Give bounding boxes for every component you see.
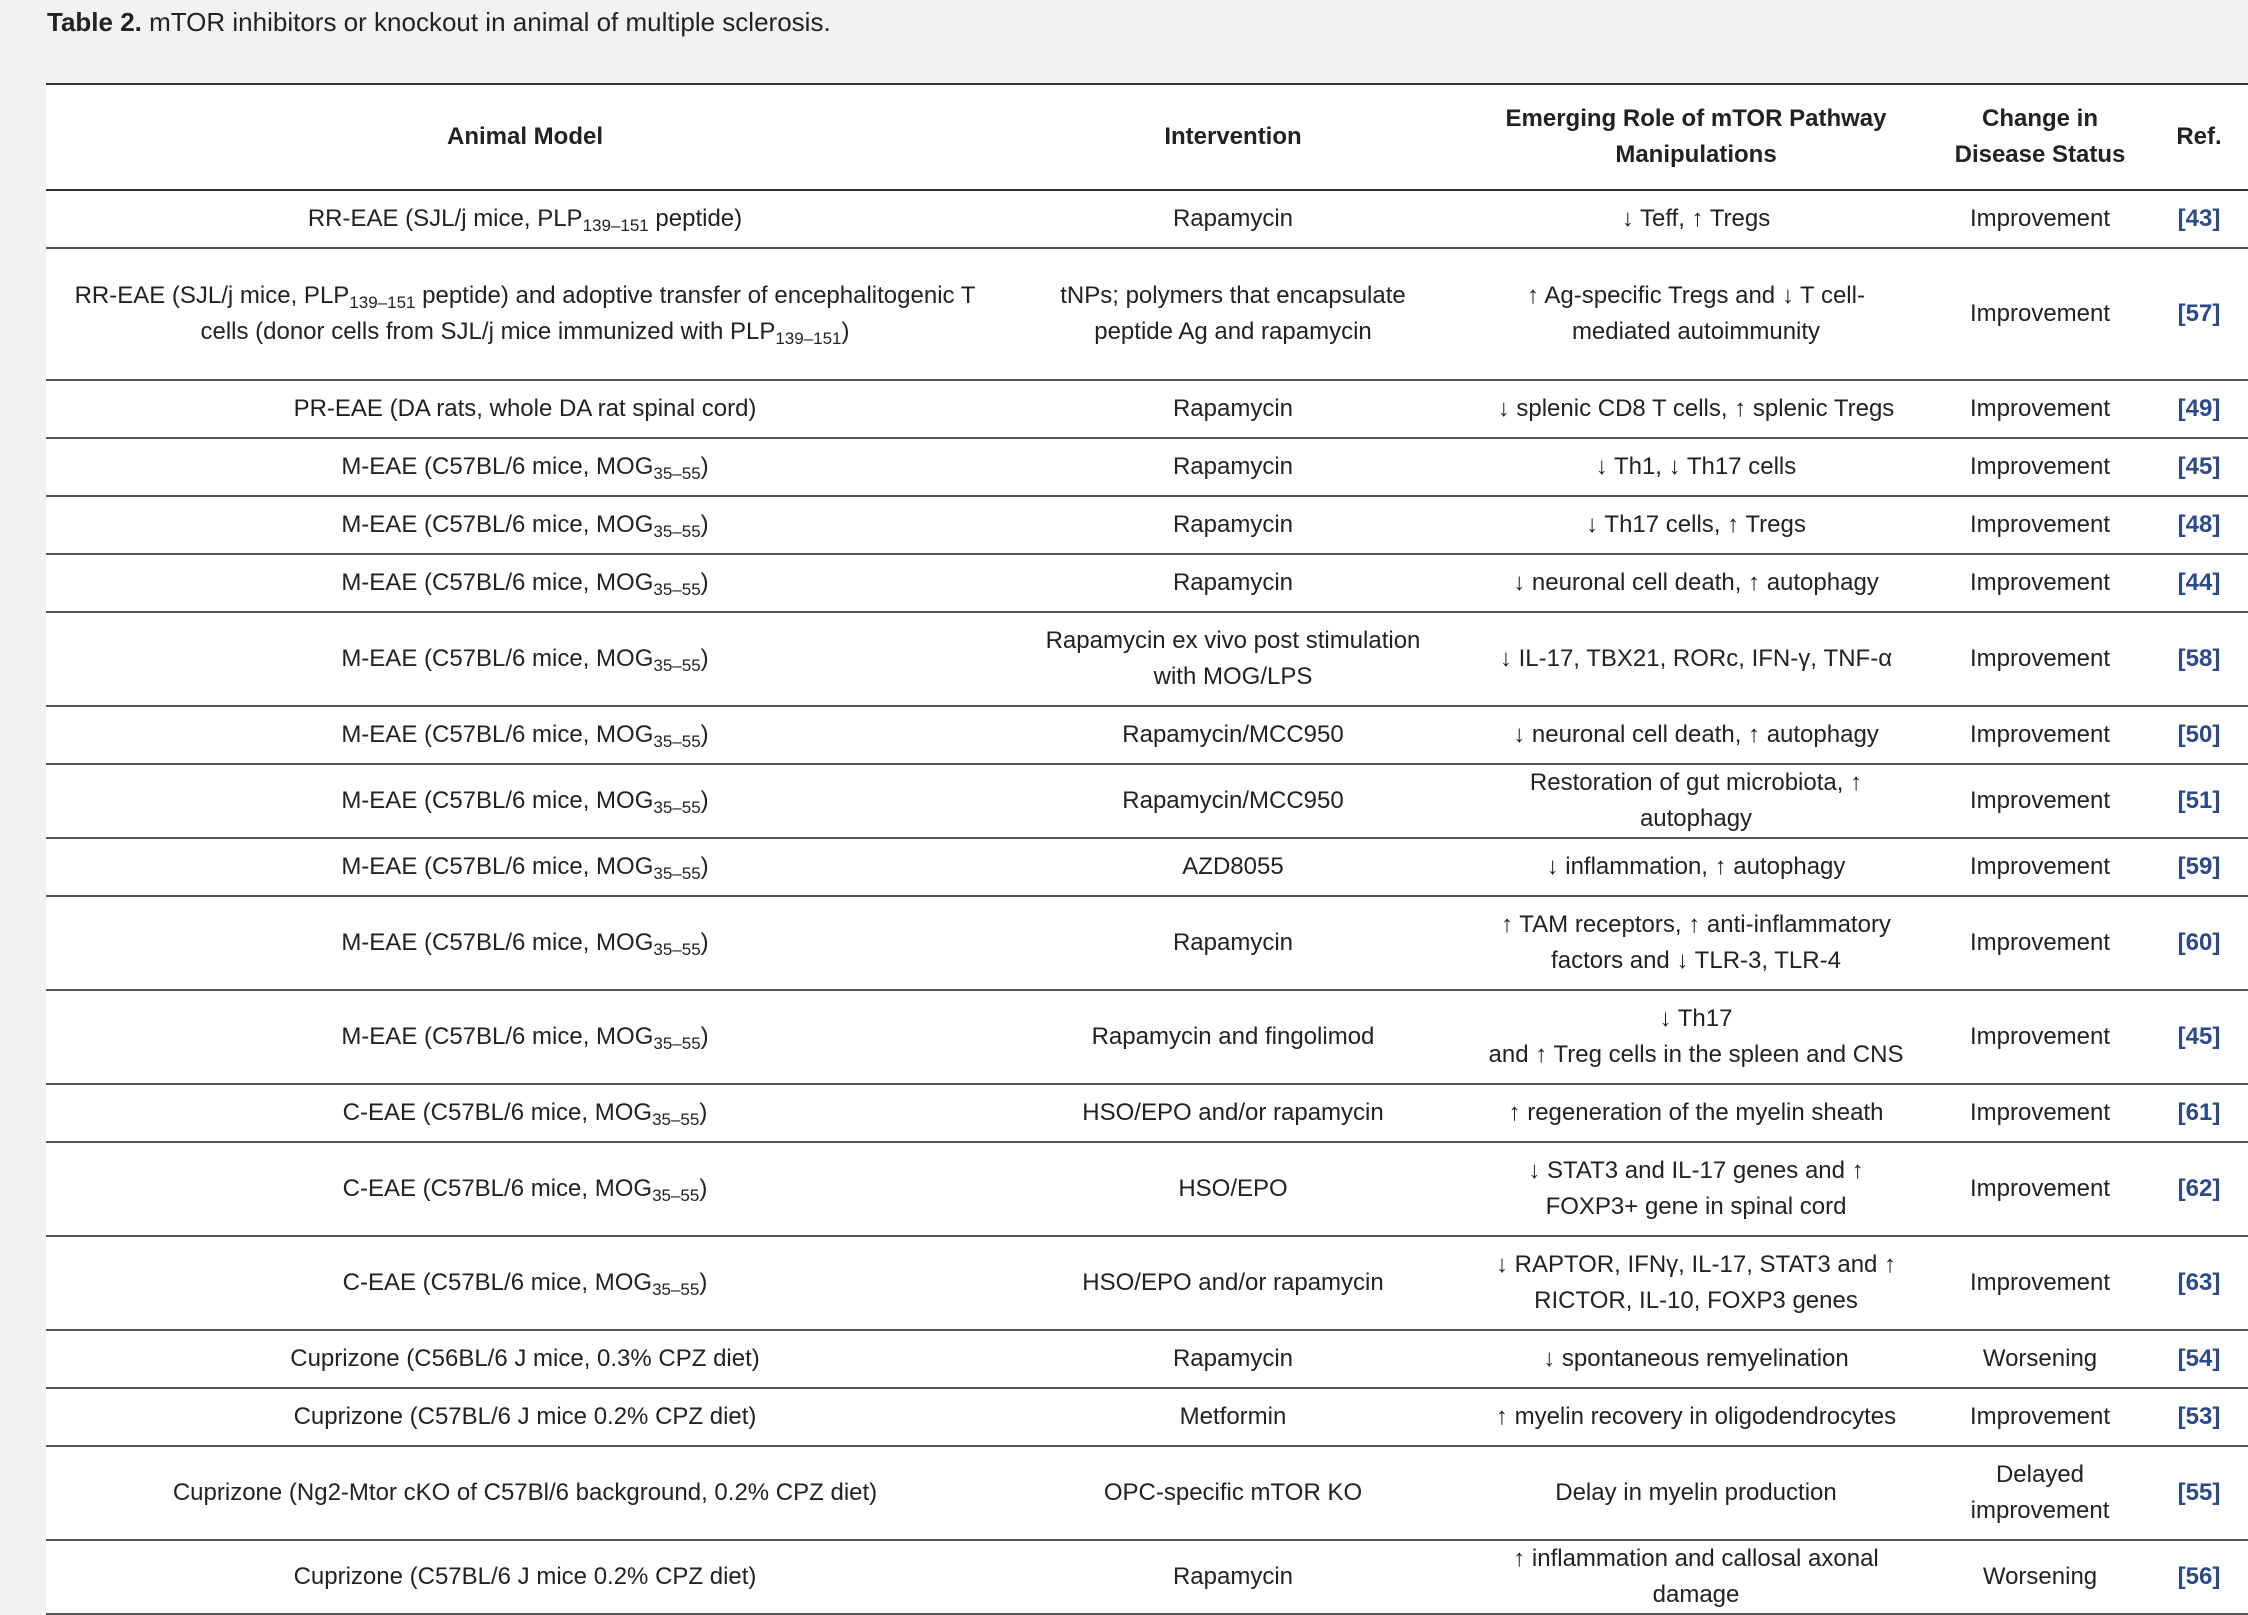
cell-role: Restoration of gut microbiota, ↑ autophagy [1529, 769, 1863, 832]
reference-link[interactable]: [58] [2177, 645, 2221, 672]
table-row [46, 838, 2248, 896]
cell-intervention: Rapamycin [1172, 395, 1294, 422]
cell-role: ↑ regeneration of the myelin sheath [1508, 1099, 1884, 1126]
cell-animal-model: M-EAE (C57BL/6 mice, $MOG_{35-55}$) [341, 721, 709, 751]
cell-change: Improvement [1969, 205, 2111, 232]
reference-link[interactable]: [43] [2177, 205, 2221, 232]
table-row [46, 1084, 2248, 1142]
role-line: ↓ Th17 [1659, 1005, 1733, 1032]
cell-animal-model: Cuprizone (Ng2-Mtor cKO of C57Bl/6 background, 0.2% CPZ diet) [172, 1479, 878, 1506]
cell-animal-model: C-EAE (C57BL/6 mice, $MOG_{35-55}$) [342, 1175, 708, 1205]
cell-change: Improvement [1969, 1175, 2111, 1202]
cell-role: ↓ inflammation, ↑ autophagy [1546, 853, 1846, 880]
reference-link[interactable]: [61] [2177, 1099, 2221, 1126]
reference-link[interactable]: [57] [2177, 300, 2221, 327]
cell-intervention: Rapamycin [1172, 1345, 1294, 1372]
cell-role: ↓ neuronal cell death, ↑ autophagy [1513, 721, 1879, 748]
cell-animal-model: M-EAE (C57BL/6 mice, $MOG_{35-55}$) [341, 511, 709, 541]
caption-text: mTOR inhibitors or knockout in animal of multiple sclerosis. [141, 7, 831, 37]
cell-change: Improvement [1969, 929, 2111, 956]
cell-intervention: Rapamycin and fingolimod [1091, 1023, 1375, 1050]
reference-link[interactable]: [62] [2177, 1175, 2221, 1202]
table-row [46, 190, 2248, 248]
cell-change: Worsening [1982, 1563, 2098, 1590]
cell-change: Improvement [1969, 1403, 2111, 1430]
header-ref: Ref. [2176, 123, 2222, 150]
table-row [46, 612, 2248, 706]
table-row [46, 1540, 2248, 1614]
reference-link[interactable]: [45] [2177, 453, 2221, 480]
reference-link[interactable]: [55] [2177, 1479, 2221, 1506]
reference-link[interactable]: [49] [2177, 395, 2221, 422]
cell-role: ↓ neuronal cell death, ↑ autophagy [1513, 569, 1879, 596]
table-row [46, 248, 2248, 380]
cell-intervention: Rapamycin [1172, 453, 1294, 480]
cell-role: ↑ Ag-specific Tregs and ↓ T cell-mediated autoimmunity [1527, 282, 1865, 345]
cell-change: Improvement [1969, 300, 2111, 327]
cell-change: Improvement [1969, 721, 2111, 748]
table-row [46, 380, 2248, 438]
cell-animal-model: C-EAE (C57BL/6 mice, $MOG_{35-55}$) [342, 1099, 708, 1129]
cell-role: ↓ STAT3 and IL-17 genes and ↑ FOXP3+ gene in spinal cord [1528, 1157, 1864, 1220]
cell-animal-model: Cuprizone (C57BL/6 J mice 0.2% CPZ diet) [293, 1563, 757, 1590]
cell-change: Improvement [1969, 1099, 2111, 1126]
cell-change: Improvement [1969, 645, 2111, 672]
cell-animal-model: M-EAE (C57BL/6 mice, $MOG_{35-55}$) [341, 645, 709, 675]
cell-role: ↓ splenic CD8 T cells, ↑ splenic Tregs [1497, 395, 1895, 422]
cell-change: Improvement [1969, 787, 2111, 814]
table-row [46, 1446, 2248, 1540]
cell-animal-model: M-EAE (C57BL/6 mice, $MOG_{35-55}$) [341, 569, 709, 599]
cell-role: ↑ TAM receptors, ↑ anti-inflammatory factors and ↓ TLR-3, TLR-4 [1501, 911, 1891, 974]
cell-animal-model: RR-EAE (SJL/j mice, $PLP_{139-151}$ peptide) and adoptive transfer of encephalitogenic T cells (donor cells from SJL/j mice immunized with $PLP_{139-151}$) [74, 282, 976, 348]
reference-link[interactable]: [50] [2177, 721, 2221, 748]
cell-change: Improvement [1969, 1023, 2111, 1050]
cell-animal-model: M-EAE (C57BL/6 mice, $MOG_{35-55}$) [341, 929, 709, 959]
table-caption [47, 6, 831, 38]
cell-intervention: Metformin [1179, 1403, 1287, 1430]
reference-link[interactable]: [56] [2177, 1563, 2221, 1590]
header-row [46, 84, 2248, 190]
cell-change: Delayed improvement [1970, 1461, 2110, 1524]
cell-animal-model: M-EAE (C57BL/6 mice, $MOG_{35-55}$) [341, 453, 709, 483]
cell-role: ↓ Th17 cells, ↑ Tregs [1586, 511, 1806, 538]
table-row [46, 1388, 2248, 1446]
cell-animal-model: PR-EAE (DA rats, whole DA rat spinal cord) [293, 395, 757, 422]
reference-link[interactable]: [44] [2177, 569, 2221, 596]
cell-animal-model: RR-EAE (SJL/j mice, $PLP_{139-151}$ peptide) [307, 205, 743, 235]
table-row [46, 1330, 2248, 1388]
cell-intervention: HSO/EPO and/or rapamycin [1082, 1269, 1384, 1296]
cell-animal-model: Cuprizone (C57BL/6 J mice 0.2% CPZ diet) [293, 1403, 757, 1430]
cell-animal-model: M-EAE (C57BL/6 mice, $MOG_{35-55}$) [341, 1023, 709, 1053]
table-row [46, 438, 2248, 496]
cell-intervention: Rapamycin [1172, 929, 1294, 956]
cell-role: ↑ inflammation and callosal axonal damage [1513, 1545, 1879, 1608]
cell-change: Improvement [1969, 1269, 2111, 1296]
cell-animal-model: M-EAE (C57BL/6 mice, $MOG_{35-55}$) [341, 853, 709, 883]
cell-intervention: Rapamycin [1172, 1563, 1294, 1590]
cell-animal-model: Cuprizone (C56BL/6 J mice, 0.3% CPZ diet) [290, 1345, 760, 1372]
cell-intervention: Rapamycin [1172, 511, 1294, 538]
reference-link[interactable]: [53] [2177, 1403, 2221, 1430]
header-change: Change in Disease Status [1954, 105, 2126, 168]
cell-animal-model: C-EAE (C57BL/6 mice, $MOG_{35-55}$) [342, 1269, 708, 1299]
cell-role: ↓ spontaneous remyelination [1543, 1345, 1849, 1372]
cell-intervention: tNPs; polymers that encapsulate peptide Ag and rapamycin [1060, 282, 1406, 345]
table-container [46, 83, 2248, 1615]
reference-link[interactable]: [54] [2177, 1345, 2221, 1372]
table-row [46, 706, 2248, 764]
table-row [46, 990, 2248, 1084]
cell-role: ↑ myelin recovery in oligodendrocytes [1495, 1403, 1897, 1430]
cell-intervention: Rapamycin ex vivo post stimulation with MOG/LPS [1045, 627, 1421, 690]
caption-label: Table 2. [47, 7, 142, 37]
cell-role: ↓ IL-17, TBX21, RORc, IFN-γ, TNF-α [1499, 645, 1893, 672]
cell-intervention: Rapamycin/MCC950 [1122, 787, 1344, 814]
cell-intervention: HSO/EPO and/or rapamycin [1082, 1099, 1384, 1126]
header-intervention: Intervention [1164, 123, 1302, 150]
header-animal-model: Animal Model [446, 123, 603, 150]
table-row [46, 764, 2248, 838]
reference-link[interactable]: [51] [2177, 787, 2221, 814]
cell-change: Improvement [1969, 569, 2111, 596]
cell-animal-model: M-EAE (C57BL/6 mice, $MOG_{35-55}$) [341, 787, 709, 817]
cell-role: Delay in myelin production [1555, 1479, 1837, 1506]
reference-link[interactable]: [59] [2177, 853, 2221, 880]
cell-intervention: Rapamycin/MCC950 [1122, 721, 1344, 748]
cell-role [1462, 990, 1930, 1084]
cell-role: ↓ Teff, ↑ Tregs [1621, 205, 1771, 232]
reference-link[interactable]: [45] [2177, 1023, 2221, 1050]
cell-change: Improvement [1969, 511, 2111, 538]
cell-intervention: Rapamycin [1172, 569, 1294, 596]
data-table [46, 83, 2248, 1615]
role-line: and ↑ Treg cells in the spleen and CNS [1488, 1041, 1904, 1068]
reference-link[interactable]: [60] [2177, 929, 2221, 956]
table-row [46, 554, 2248, 612]
cell-intervention: OPC-specific mTOR KO [1103, 1479, 1363, 1506]
reference-link[interactable]: [63] [2177, 1269, 2221, 1296]
reference-link[interactable]: [48] [2177, 511, 2221, 538]
cell-change: Improvement [1969, 453, 2111, 480]
table-row [46, 896, 2248, 990]
cell-role: ↓ Th1, ↓ Th17 cells [1595, 453, 1797, 480]
table-row [46, 496, 2248, 554]
cell-change: Improvement [1969, 853, 2111, 880]
cell-change: Improvement [1969, 395, 2111, 422]
table-row [46, 1142, 2248, 1236]
table-row [46, 1236, 2248, 1330]
cell-change: Worsening [1982, 1345, 2098, 1372]
cell-intervention: HSO/EPO [1178, 1175, 1288, 1202]
cell-intervention: Rapamycin [1172, 205, 1294, 232]
cell-intervention: AZD8055 [1182, 853, 1284, 880]
cell-role: ↓ RAPTOR, IFNγ, IL-17, STAT3 and ↑ RICTOR, IL-10, FOXP3 genes [1495, 1251, 1897, 1314]
header-role: Emerging Role of mTOR Pathway Manipulations [1505, 105, 1887, 168]
